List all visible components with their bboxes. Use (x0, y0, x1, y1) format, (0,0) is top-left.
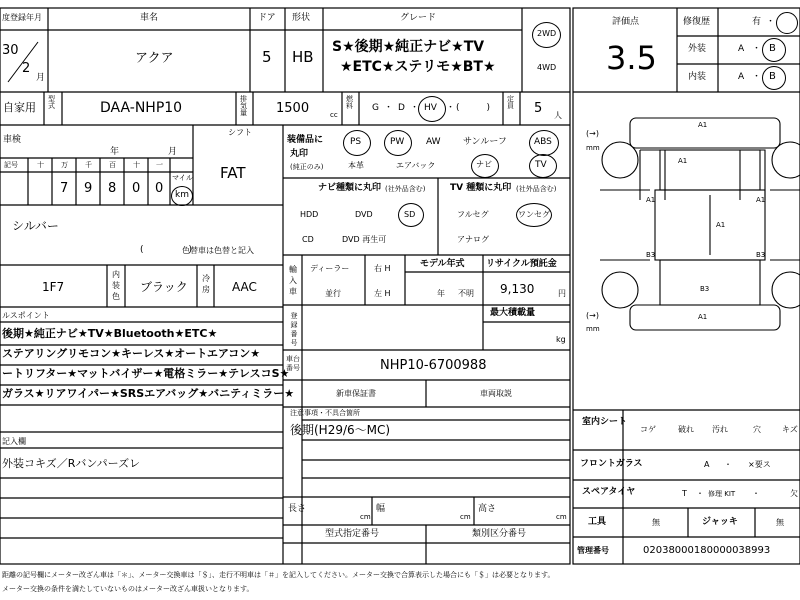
seat-hole: 穴 (753, 425, 761, 434)
selling-line-1: 後期★純正ナビ★TV★Bluetooth★ETC★ (2, 327, 218, 340)
navi-sd: SD (404, 210, 416, 219)
import-parallel: 並行 (325, 289, 341, 298)
width-unit: cm (460, 513, 471, 521)
diagram-b3-right: B3 (756, 251, 766, 259)
door-count: 5 (262, 48, 272, 66)
fuel-hybrid: HV (424, 103, 437, 113)
diagram-a1-right: A1 (756, 196, 766, 204)
grade-line-2: ★ETC★ステリモ★BT★ (340, 59, 496, 75)
spare-dot-2: ・ (752, 489, 760, 498)
max-load-label: 最大積載量 (490, 308, 536, 318)
length-unit: cm (360, 513, 371, 521)
tools-value: 無 (652, 518, 660, 527)
fuel-gas: G (372, 103, 379, 113)
diagram-b3-left: B3 (646, 251, 656, 259)
capacity-label: 定員 (507, 95, 514, 110)
spare-t: T (682, 489, 687, 498)
interior-seat-label: 室内シート (582, 417, 628, 427)
displacement-label: 排気量 (240, 95, 247, 117)
spare-repair-kit: 修理 KIT (708, 490, 736, 498)
use-type: 自家用 (3, 101, 36, 114)
drive-4wd: 4WD (537, 63, 557, 72)
displacement-unit: cc (330, 111, 338, 119)
equip-airbag: エアバック (396, 161, 436, 170)
fuel-dot-2: ・ (410, 103, 420, 113)
import-dealer: ディーラー (310, 264, 350, 273)
inspection-year: 年 (110, 147, 120, 157)
fuel-dot-3: ・ (446, 103, 456, 113)
navi-dvd-play: DVD 再生可 (342, 235, 387, 244)
mileage-digit-2: 9 (84, 181, 93, 196)
interior-a: A (738, 72, 745, 82)
digit-unit-6: 一 (156, 161, 163, 169)
color-note: 色替車は色替と記入 (182, 246, 254, 255)
exterior-a: A (738, 44, 745, 54)
records-label: 記入欄 (2, 437, 26, 446)
drive-2wd: 2WD (537, 29, 557, 38)
navi-type-note: (社外品含む) (385, 185, 426, 193)
selling-line-4: ガラス★リアワイパー★SRSエアバッグ★バニティミラー★ (2, 387, 295, 400)
repair-yes: 有 (752, 17, 762, 27)
navi-hdd: HDD (300, 210, 319, 219)
door-label: ドア (258, 13, 276, 23)
import-label: 輸入車 (289, 265, 297, 296)
tv-type-note: (社外品含む) (516, 185, 557, 193)
interior-b: B (769, 71, 776, 82)
diagram-a1-center: A1 (716, 221, 726, 229)
new-car-warranty: 新車保証書 (336, 389, 376, 398)
reg-number-label: 登録番号 (290, 312, 298, 347)
ac-label: 冷房 (202, 274, 210, 294)
footer-line-2: メーター交換の条件を満たしていないものはメーター改ざん車扱いとなります。 (2, 585, 254, 593)
chassis-number: NHP10-6700988 (380, 358, 487, 373)
mileage-digit-1: 7 (60, 181, 69, 196)
chassis-label: 車台番号 (286, 355, 300, 372)
model-year-year: 年 (437, 289, 445, 298)
jack-label: ジャッキ (702, 517, 738, 527)
notes-label: 注意事項・不具合箇所 (290, 409, 360, 417)
windshield-dot: ・ (724, 460, 732, 469)
car-name-label: 車名 (140, 13, 159, 23)
mileage-digit-4: 0 (132, 181, 141, 196)
equipment-label-3: (純正のみ) (290, 163, 324, 171)
fuel-dot-1: ・ (384, 103, 394, 113)
repair-dot: ・ (766, 17, 776, 27)
interior-color-label: 内装色 (112, 270, 120, 301)
score-value: 3.5 (606, 39, 657, 77)
height-unit: cm (556, 513, 567, 521)
capacity-value: 5 (534, 101, 543, 116)
interior-color: ブラック (140, 280, 188, 294)
exterior-b: B (769, 43, 776, 54)
windshield-label: フロントガラス (580, 459, 643, 469)
seat-scratch: キズ (782, 425, 798, 434)
diagram-arrow-top: (→) (586, 129, 599, 138)
diagram-a1-hood: A1 (678, 157, 688, 165)
fuel-label: 燃料 (346, 95, 353, 110)
tv-type-title: TV 種類に丸印 (450, 183, 512, 193)
ac-type: AAC (232, 280, 257, 294)
color-paren: ( ) (140, 245, 193, 255)
mile-label: マイル (172, 174, 193, 182)
spare-none: 欠 (790, 489, 798, 498)
equip-abs: ABS (534, 137, 552, 147)
car-diagram (600, 118, 800, 330)
digit-unit-5: 十 (133, 161, 140, 169)
shift-value: FAT (220, 164, 246, 182)
diagram-a1-bumper: A1 (698, 121, 708, 129)
import-left-h: 左 H (374, 289, 391, 298)
footer-line-1: 距離の記号欄にメーター改ざん車は「＊」、メーター交換車は「＄」、走行不明車は「＃」を記入してください。メーター交換で合算表示した場合にも「＄」は必要となります。 (2, 571, 555, 579)
diagram-arrow-bottom: (→) (586, 311, 599, 320)
import-right-h: 右 H (374, 264, 391, 273)
seat-stain: 汚れ (712, 425, 728, 434)
equipment-label-1: 装備品に (287, 135, 324, 145)
exterior-label: 外装 (688, 44, 707, 54)
mgmt-label: 管理番号 (577, 546, 609, 555)
model-code: DAA-NHP10 (100, 100, 183, 116)
tv-full-seg: フルセグ (457, 210, 489, 219)
interior-dot: ・ (752, 72, 762, 82)
repair-none-circle (776, 12, 798, 34)
equip-pw: PW (390, 137, 405, 147)
digit-unit-4: 百 (109, 161, 116, 169)
records-text: 外装コキズ／Rバンパーズレ (2, 457, 141, 470)
max-load-unit: kg (556, 335, 566, 344)
width-label: 幅 (376, 504, 386, 514)
diagram-a1-rear: A1 (698, 313, 708, 321)
inspection-label: 車検 (3, 135, 22, 145)
diagram-mm-top: mm (586, 144, 600, 152)
equipment-label-2: 丸印 (290, 149, 309, 159)
windshield-needs-replace: ×要ス (748, 460, 771, 469)
equip-leather: 本革 (348, 161, 364, 170)
digit-unit-3: 千 (85, 161, 92, 169)
recycle-label: リサイクル預託金 (486, 259, 557, 269)
height-label: 高さ (478, 504, 497, 514)
reg-year-value: 30 (2, 43, 19, 58)
color-code: 1F7 (42, 280, 65, 294)
reg-year-label: 度登録年月 (2, 13, 42, 22)
navi-cd: CD (302, 235, 314, 244)
navi-dvd: DVD (355, 210, 373, 219)
car-name: アクア (135, 51, 174, 66)
type-designation-label: 型式指定番号 (325, 529, 380, 539)
equip-sunroof: サンルーフ (463, 137, 507, 147)
km-unit: km (175, 190, 189, 200)
tv-analog: アナログ (457, 235, 489, 244)
tools-label: 工具 (588, 517, 607, 527)
selling-line-2: ステアリングリモコン★キーレス★オートエアコン★ (2, 347, 261, 360)
tv-one-seg: ワンセグ (518, 210, 550, 219)
windshield-a: A (704, 460, 710, 469)
digit-unit-1: 十 (37, 161, 44, 169)
reg-slash (0, 32, 46, 90)
seat-scorch: コゲ (640, 425, 656, 434)
fuel-other: ( ) (456, 103, 491, 113)
vehicle-manual: 車両取説 (480, 389, 512, 398)
mileage-digit-5: 0 (155, 181, 164, 196)
recycle-amount: 9,130 (500, 282, 535, 296)
model-label: 型式 (48, 95, 55, 110)
model-year-unknown: 不明 (458, 289, 474, 298)
navi-type-title: ナビ種類に丸印 (318, 183, 382, 193)
displacement-value: 1500 (276, 101, 310, 116)
interior-label: 内装 (688, 72, 707, 82)
selling-points-label: ルスポイント (2, 311, 50, 320)
reg-month-unit: 月 (36, 73, 46, 83)
seat-tear: 破れ (678, 425, 694, 434)
capacity-unit: 人 (554, 111, 562, 120)
shape-value: HB (292, 48, 314, 66)
jack-value: 無 (776, 518, 784, 527)
color-name: シルバー (12, 219, 59, 233)
exterior-dot: ・ (752, 44, 762, 54)
class-number-label: 類別区分番号 (472, 529, 527, 539)
record-label: 記号 (4, 161, 18, 169)
spare-tire-label: スペアタイヤ (582, 487, 636, 497)
mgmt-number: 02038000180000038993 (643, 545, 771, 556)
equip-navi: ナビ (476, 160, 492, 169)
equip-tv: TV (535, 160, 547, 170)
equip-aw: AW (426, 137, 441, 147)
diagram-mm-bottom: mm (586, 325, 600, 333)
length-label: 長さ (288, 504, 307, 514)
digit-unit-2: 万 (61, 161, 68, 169)
repair-label: 修復歴 (683, 17, 711, 27)
mileage-digit-3: 8 (108, 181, 117, 196)
recycle-unit: 円 (558, 289, 566, 298)
inspection-month: 月 (168, 147, 178, 157)
equip-ps: PS (350, 137, 362, 147)
shift-label: シフト (228, 128, 252, 137)
selling-line-3: ートリフター★マットバイザー★電格ミラー★テレスコS★ (2, 367, 290, 380)
score-label: 評価点 (612, 17, 640, 27)
grade-label: グレード (400, 13, 437, 23)
grade-line-1: S★後期★純正ナビ★TV (332, 39, 485, 55)
model-year-label: モデル年式 (420, 259, 465, 269)
fuel-diesel: D (398, 103, 405, 113)
notes-text: 後期(H29/6〜MC) (290, 423, 391, 437)
diagram-a1-left: A1 (646, 196, 656, 204)
shape-label: 形状 (292, 13, 311, 23)
spare-dot: ・ (696, 489, 704, 498)
reg-month-value: 2 (22, 61, 31, 76)
diagram-b3-rear: B3 (700, 285, 710, 293)
